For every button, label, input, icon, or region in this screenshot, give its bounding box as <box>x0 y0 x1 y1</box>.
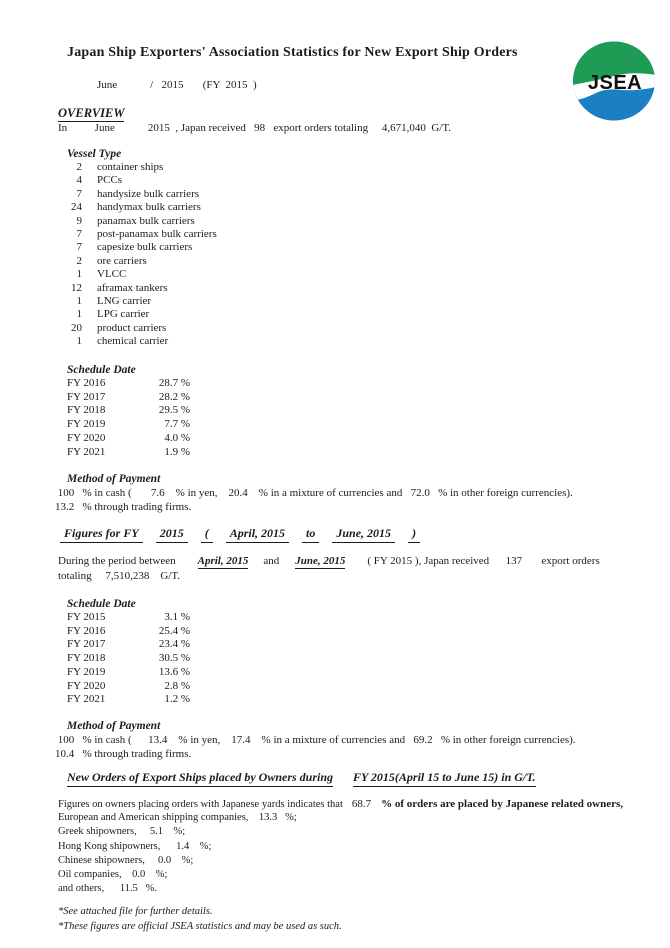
vessel-row <box>58 255 217 268</box>
figures-heading-segment: Figures for FY <box>60 526 143 543</box>
schedule-fy-label: FY 2015 <box>67 611 106 623</box>
vessel-row <box>58 282 217 295</box>
vessel-count: 4 <box>76 174 82 187</box>
schedule-row <box>67 625 190 639</box>
vessel-row <box>58 268 217 281</box>
schedule-fy-value: 1.2 % <box>164 693 190 706</box>
schedule-row <box>67 446 190 460</box>
vessel-count: 1 <box>76 335 82 348</box>
vessel-row <box>58 308 217 321</box>
vessel-name: capesize bulk carriers <box>97 241 193 254</box>
vessel-name: LPG carrier <box>97 308 150 321</box>
schedule-fy-label: FY 2018 <box>67 404 106 417</box>
vessel-count: 2 <box>76 161 82 173</box>
schedule-fy-label: FY 2017 <box>67 638 106 651</box>
vessel-name: ore carriers <box>97 254 147 267</box>
vessel-name: post-panamax bulk carriers <box>97 228 217 241</box>
schedule-fy-heading: Schedule Date <box>67 598 136 610</box>
figures-heading-segment: to <box>302 526 319 543</box>
schedule-row <box>67 611 190 625</box>
report-period: June / 2015 (FY 2015 ) <box>97 79 257 91</box>
overview-heading: OVERVIEW <box>58 106 125 120</box>
schedule-fy-label: FY 2016 <box>67 377 106 389</box>
schedule-fy-label: FY 2017 <box>67 390 106 403</box>
vessel-name: panamax bulk carriers <box>97 214 195 227</box>
figures-for-fy-heading <box>60 526 433 543</box>
vessel-row <box>58 295 217 308</box>
owners-breakdown-line: Chinese shipowners, 0.0 %; <box>58 854 194 866</box>
period-summary-text3: ( FY 2015 ), Japan received 137 export orders <box>367 555 600 567</box>
schedule-fy-label: FY 2020 <box>67 431 106 444</box>
vessel-type-list <box>58 161 217 349</box>
schedule-fy-label: FY 2019 <box>67 418 106 431</box>
figures-heading-segment: April, 2015 <box>226 526 289 543</box>
vessel-row <box>58 228 217 241</box>
footnote-line: *These figures are official JSEA statistics and may be used as such. <box>58 920 342 932</box>
owners-breakdown-line: and others, 11.5 %. <box>58 883 158 895</box>
figures-heading-segment: 2015 <box>156 526 188 543</box>
vessel-name: VLCC <box>97 268 127 281</box>
vessel-count: 12 <box>71 281 82 294</box>
footnotes <box>58 905 342 934</box>
schedule-fy-value: 28.7 % <box>158 377 190 389</box>
vessel-row <box>58 188 217 201</box>
payment-fy-line1: 100 % in cash ( 13.4 % in yen, 17.4 % in a mixture of currencies and 69.2 % in other foreign currencies). <box>55 734 576 746</box>
vessel-row <box>58 335 217 348</box>
page-title: Japan Ship Exporters' Association Statistics for New Export Ship Orders <box>67 45 518 60</box>
vessel-row <box>58 241 217 254</box>
schedule-fy-label: FY 2020 <box>67 679 106 692</box>
new-orders-heading-part1: New Orders of Export Ships placed by Owners during <box>67 770 333 787</box>
schedule-fy-value: 7.7 % <box>164 418 190 431</box>
schedule-fy-label: FY 2021 <box>67 693 106 706</box>
owners-breakdown-line: Hong Kong shipowners, 1.4 %; <box>58 840 212 852</box>
overview-summary: In June 2015 , Japan received 98 export orders totaling 4,671,040 G/T. <box>58 122 451 134</box>
figures-heading-segment: ( <box>201 526 213 543</box>
schedule-fy-label: FY 2019 <box>67 665 106 678</box>
schedule-fy-value: 28.2 % <box>158 390 190 403</box>
schedule-fy-value: 25.4 % <box>158 624 190 637</box>
vessel-count: 1 <box>76 295 82 308</box>
schedule-row <box>67 652 190 666</box>
vessel-name: handysize bulk carriers <box>97 187 200 200</box>
schedule-overview-table <box>67 377 190 459</box>
payment-fy-line2: 10.4 % through trading firms. <box>55 748 192 760</box>
vessel-count: 7 <box>76 228 82 241</box>
payment-overview-line1: 100 % in cash ( 7.6 % in yen, 20.4 % in a mixture of currencies and 72.0 % in other foreign currencies). <box>55 487 573 499</box>
vessel-row <box>58 161 217 174</box>
schedule-row <box>67 666 190 680</box>
owners-intro-bold: % of orders are placed by Japanese related owners, <box>381 798 624 810</box>
schedule-row <box>67 391 190 405</box>
payment-overview-heading: Method of Payment <box>67 473 161 485</box>
vessel-count: 1 <box>76 308 82 321</box>
owners-breakdown-line: Oil companies, 0.0 %; <box>58 869 168 881</box>
vessel-count: 9 <box>76 214 82 227</box>
vessel-count: 24 <box>71 201 82 214</box>
schedule-row <box>67 404 190 418</box>
schedule-fy-value: 2.8 % <box>164 679 190 692</box>
vessel-row <box>58 322 217 335</box>
vessel-row <box>58 174 217 187</box>
vessel-row <box>58 215 217 228</box>
figures-heading-segment: ) <box>408 526 420 543</box>
schedule-row <box>67 693 190 707</box>
jsea-logo <box>572 41 656 121</box>
period-summary-line <box>58 555 600 569</box>
schedule-row <box>67 638 190 652</box>
vessel-row <box>58 201 217 214</box>
owners-breakdown-line: European and American shipping companies, 13.3 %; <box>58 812 297 823</box>
vessel-count: 7 <box>76 187 82 200</box>
schedule-fy-table <box>67 611 190 707</box>
owners-japanese-share: 68.7 <box>351 798 372 810</box>
schedule-fy-value: 23.4 % <box>158 638 190 651</box>
new-orders-heading <box>67 770 536 787</box>
schedule-overview-heading: Schedule Date <box>67 364 136 376</box>
vessel-name: aframax tankers <box>97 281 168 294</box>
payment-fy-heading: Method of Payment <box>67 720 161 732</box>
period-summary-text2: and <box>263 555 280 567</box>
figures-heading-segment: June, 2015 <box>332 526 395 543</box>
footnote-line: *See attached file for further details. <box>58 906 213 917</box>
schedule-fy-value: 30.5 % <box>158 652 190 665</box>
vessel-count: 20 <box>71 321 82 334</box>
owners-intro-line <box>58 797 623 812</box>
vessel-name: handymax bulk carriers <box>97 201 201 214</box>
period-summary-text1: During the period between <box>58 555 176 567</box>
period-start-date: April, 2015 <box>197 555 249 567</box>
schedule-fy-label: FY 2018 <box>67 652 106 665</box>
vessel-name: container ships <box>97 161 164 173</box>
vessel-name: PCCs <box>97 174 123 187</box>
vessel-name: chemical carrier <box>97 335 169 348</box>
vessel-type-heading: Vessel Type <box>67 148 122 160</box>
schedule-fy-label: FY 2016 <box>67 624 106 637</box>
owners-breakdown-list <box>58 811 297 897</box>
period-end-date: June, 2015 <box>295 555 346 567</box>
period-summary-total: totaling 7,510,238 G/T. <box>58 570 181 582</box>
schedule-fy-value: 1.9 % <box>164 445 190 458</box>
owners-breakdown-line: Greek shipowners, 5.1 %; <box>58 826 186 838</box>
vessel-name: LNG carrier <box>97 295 152 308</box>
schedule-row <box>67 432 190 446</box>
schedule-fy-value: 4.0 % <box>164 431 190 444</box>
schedule-row <box>67 377 190 391</box>
owners-intro-text: Figures on owners placing orders with Japanese yards indicates that <box>58 799 343 810</box>
schedule-fy-value: 29.5 % <box>158 404 190 417</box>
schedule-fy-label: FY 2021 <box>67 445 106 458</box>
payment-overview-line2: 13.2 % through trading firms. <box>55 501 192 513</box>
vessel-count: 7 <box>76 241 82 254</box>
jsea-logo-text: JSEA <box>587 72 643 94</box>
schedule-fy-value: 13.6 % <box>158 665 190 678</box>
new-orders-heading-part2: FY 2015(April 15 to June 15) in G/T. <box>353 770 535 787</box>
schedule-row <box>67 680 190 694</box>
vessel-count: 1 <box>76 268 82 281</box>
schedule-row <box>67 418 190 432</box>
schedule-fy-value: 3.1 % <box>164 611 190 623</box>
vessel-count: 2 <box>76 254 82 267</box>
vessel-name: product carriers <box>97 321 167 334</box>
